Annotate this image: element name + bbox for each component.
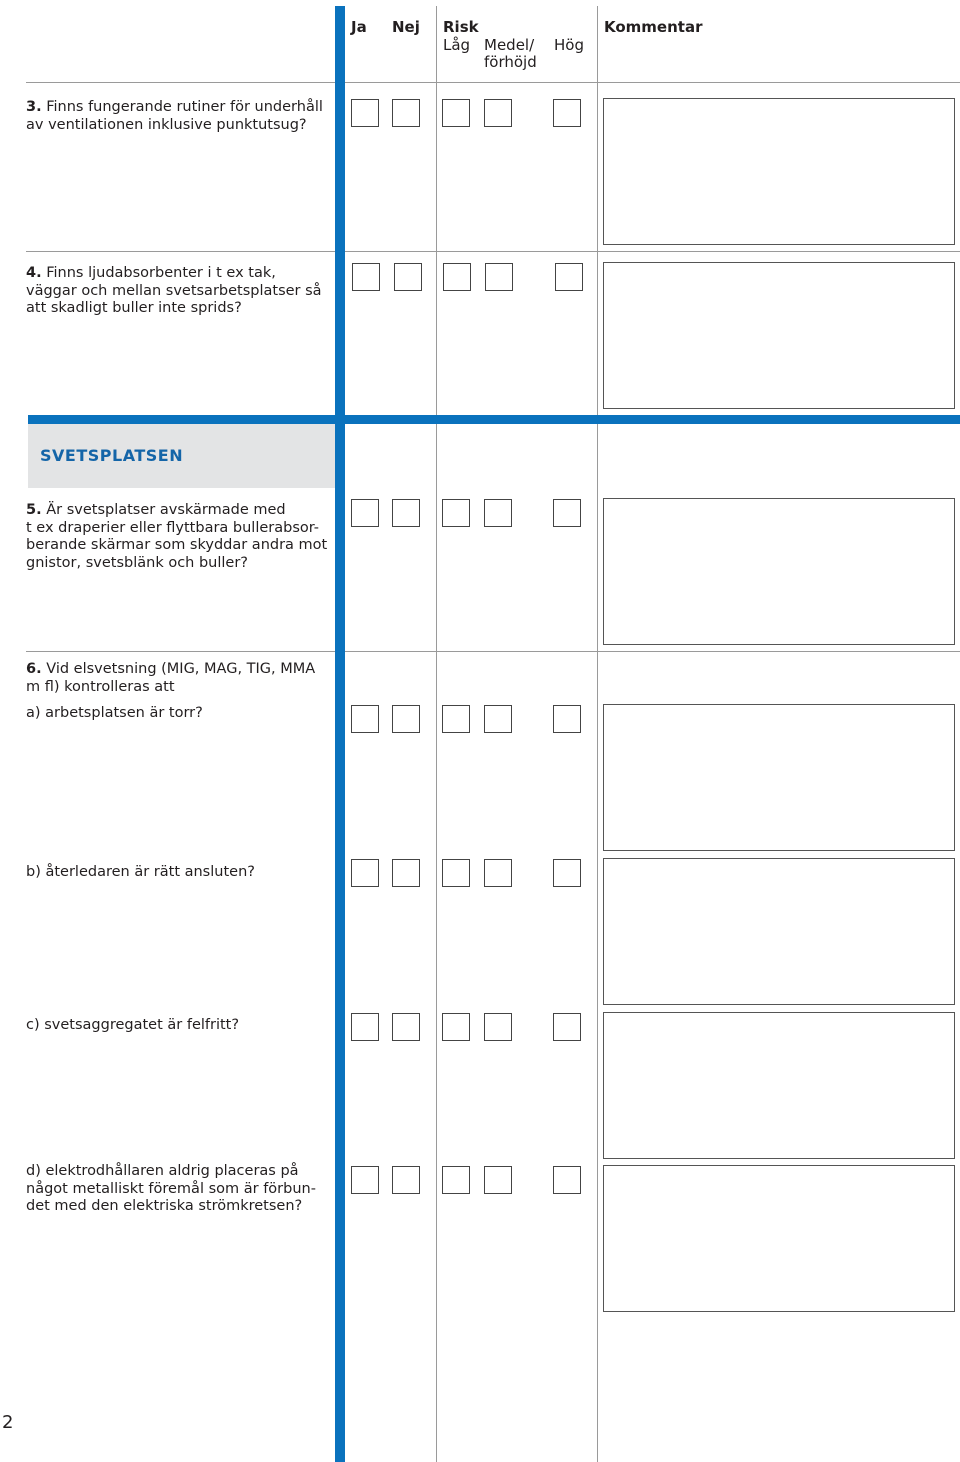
checkbox-risk-lag[interactable] [442, 859, 470, 887]
question-5: 5. Är svetsplatser avskärmade med t ex draperier eller flyttbara bullerabsor- berande skärmar som skyddar andra mot gnistor, svetsblänk och buller? [26, 502, 328, 571]
checkbox-risk-medel[interactable] [484, 499, 512, 527]
comment-box[interactable] [603, 858, 955, 1005]
checkbox-ja[interactable] [352, 263, 380, 291]
header-nej: Nej [392, 18, 420, 36]
checkbox-nej[interactable] [392, 705, 420, 733]
page-number: 2 [2, 1412, 14, 1433]
checkbox-nej[interactable] [392, 859, 420, 887]
checkbox-ja[interactable] [351, 99, 379, 127]
comment-box[interactable] [603, 1165, 955, 1312]
checkbox-risk-medel[interactable] [484, 1013, 512, 1041]
checkbox-nej[interactable] [394, 263, 422, 291]
question-6b: b) återledaren är rätt ansluten? [26, 864, 255, 880]
checkbox-risk-medel[interactable] [484, 705, 512, 733]
checkbox-risk-lag[interactable] [442, 1166, 470, 1194]
checkbox-ja[interactable] [351, 705, 379, 733]
checkbox-nej[interactable] [392, 1013, 420, 1041]
checkbox-risk-hog[interactable] [553, 705, 581, 733]
checkbox-risk-hog[interactable] [553, 1013, 581, 1041]
checkbox-risk-lag[interactable] [443, 263, 471, 291]
checkbox-risk-medel[interactable] [484, 859, 512, 887]
checkbox-nej[interactable] [392, 1166, 420, 1194]
header-ja: Ja [351, 18, 367, 36]
checkbox-ja[interactable] [351, 499, 379, 527]
header-risk: Risk [443, 18, 479, 36]
checkbox-risk-lag[interactable] [442, 705, 470, 733]
checkbox-risk-hog[interactable] [553, 499, 581, 527]
row-rule-6 [26, 651, 960, 652]
checkbox-risk-medel[interactable] [485, 263, 513, 291]
checkbox-risk-hog[interactable] [553, 1166, 581, 1194]
section-title: SVETSPLATSEN [40, 446, 184, 465]
checkbox-ja[interactable] [351, 1166, 379, 1194]
question-4: 4. Finns ljudabsorbenter i t ex tak, väggar och mellan svetsarbetsplatser så att skadligt buller inte sprids? [26, 265, 322, 316]
question-6a: a) arbetsplatsen är torr? [26, 705, 203, 721]
checkbox-risk-hog[interactable] [553, 99, 581, 127]
checkbox-nej[interactable] [392, 499, 420, 527]
checkbox-risk-lag[interactable] [442, 99, 470, 127]
comment-box[interactable] [603, 1012, 955, 1159]
checkbox-risk-hog[interactable] [555, 263, 583, 291]
header-rule [26, 82, 960, 83]
column-rule-nej [436, 6, 437, 1462]
comment-box[interactable] [603, 498, 955, 645]
checkbox-risk-lag[interactable] [442, 499, 470, 527]
question-6d: d) elektrodhållaren aldrig placeras på något metalliskt föremål som är förbun- det med den elektriska strömkretsen? [26, 1163, 316, 1214]
header-medel: Medel/ förhöjd [484, 36, 537, 71]
checkbox-risk-lag[interactable] [442, 1013, 470, 1041]
checkbox-nej[interactable] [392, 99, 420, 127]
question-6c: c) svetsaggregatet är felfritt? [26, 1017, 240, 1033]
column-rule-risk [597, 6, 598, 1462]
header-kommentar: Kommentar [604, 18, 703, 36]
row-rule-4 [26, 251, 960, 252]
header-hog: Hög [554, 36, 584, 54]
comment-box[interactable] [603, 704, 955, 851]
checkbox-risk-hog[interactable] [553, 859, 581, 887]
question-6: 6. Vid elsvetsning (MIG, MAG, TIG, MMA m fl) kontrolleras att [26, 661, 316, 695]
blue-section-bar [28, 415, 960, 424]
checkbox-ja[interactable] [351, 1013, 379, 1041]
checkbox-risk-medel[interactable] [484, 1166, 512, 1194]
comment-box[interactable] [603, 98, 955, 245]
comment-box[interactable] [603, 262, 955, 409]
checkbox-risk-medel[interactable] [484, 99, 512, 127]
checkbox-ja[interactable] [351, 859, 379, 887]
question-3: 3. Finns fungerande rutiner för underhåll av ventilationen inklusive punktutsug? [26, 99, 323, 133]
header-lag: Låg [443, 36, 471, 54]
blue-vertical-bar [335, 6, 345, 1462]
